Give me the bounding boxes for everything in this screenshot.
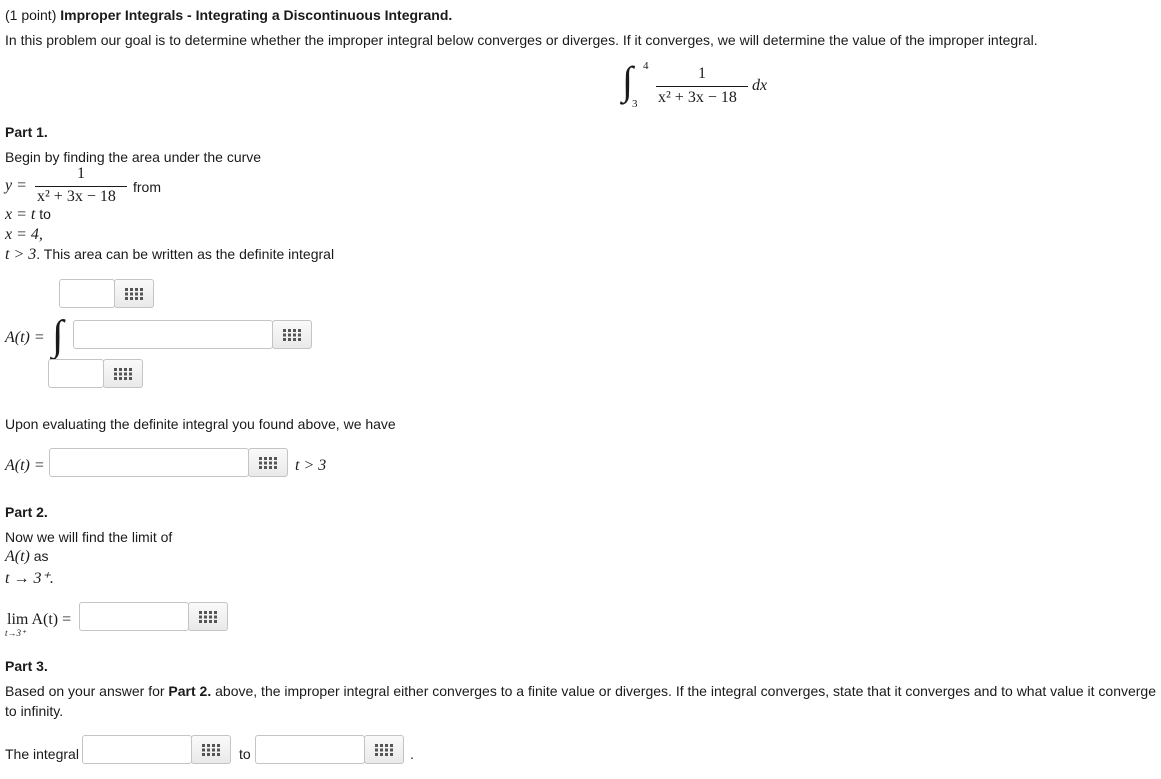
part1-denominator: x² + 3x − 18 — [37, 188, 116, 205]
part2-t-limit: t → 3⁺. — [5, 570, 54, 587]
part3-period: . — [410, 746, 414, 762]
part2-a-t: A(t) — [5, 548, 30, 565]
integral-upper-limit: 4 — [643, 60, 649, 72]
part1-fraction-bar — [35, 186, 127, 187]
keypad-icon[interactable] — [248, 448, 288, 477]
integral-differential: dx — [752, 77, 768, 94]
part1-condition: t > 3 — [295, 457, 327, 474]
value-input[interactable] — [255, 735, 365, 764]
part1-area-line — [5, 246, 334, 264]
keypad-icon[interactable] — [114, 279, 154, 308]
keypad-icon[interactable] — [272, 320, 312, 349]
keypad-icon[interactable] — [188, 602, 228, 631]
lower-limit-input[interactable] — [48, 359, 104, 388]
part1-eval-text: Upon evaluating the definite integral you found above, we have — [5, 416, 396, 432]
part1-from: from — [133, 179, 161, 195]
part1-x-eq-t-line — [5, 206, 51, 224]
keypad-icon[interactable] — [103, 359, 143, 388]
problem-header — [5, 7, 452, 23]
converge-diverge-input[interactable] — [82, 735, 192, 764]
part1-heading: Part 1. — [5, 124, 48, 140]
part3-text — [5, 683, 1156, 699]
intro-text: In this problem our goal is to determine whether the improper integral below converges or diverges. If it converges, we will determine the value of the improper integral. — [5, 32, 1038, 48]
part2-lim-subscript: t→3⁺ — [5, 628, 26, 638]
part3-text-bold: Part 2. — [168, 683, 212, 699]
part1-area-text: . This area can be written as the definite integral — [36, 246, 335, 262]
integrand-input[interactable] — [73, 320, 273, 349]
integral-sign: ∫ — [622, 58, 633, 103]
part1-y-eq: y = — [5, 177, 27, 194]
part1-t-gt-3: t > 3 — [5, 246, 37, 263]
problem-title: Improper Integrals - Integrating a Discontinuous Integrand. — [60, 7, 453, 23]
integral-numerator: 1 — [698, 65, 706, 82]
part2-intro: Now we will find the limit of — [5, 529, 173, 545]
points-label: (1 point) — [5, 7, 57, 23]
part3-to-label: to — [239, 746, 251, 762]
upper-limit-input[interactable] — [59, 279, 115, 308]
part2-lim-label: lim A(t) = — [7, 611, 72, 628]
keypad-icon[interactable] — [364, 735, 404, 764]
part3-text-line2: to infinity. — [5, 703, 64, 719]
part1-intro: Begin by finding the area under the curve — [5, 149, 262, 165]
part1-x-eq-4: x = 4, — [5, 226, 43, 243]
part2-a-as-line — [5, 548, 49, 566]
part3-integral-label: The integral — [5, 746, 79, 762]
part1-a-label: A(t) = — [5, 329, 45, 346]
part1-numerator: 1 — [77, 165, 85, 182]
part1-to: to — [39, 206, 51, 222]
part1-x-eq-t: x = t — [5, 206, 36, 223]
definite-integral-sign: ∫ — [52, 313, 64, 359]
part3-text-before: Based on your answer for — [5, 683, 169, 699]
part3-text-after: above, the improper integral either converges to a finite value or diverges. If the integral converges, state that it converges and to what value it converge — [211, 683, 1156, 699]
part1-a-eval-label: A(t) = — [5, 457, 45, 474]
a-eval-input[interactable] — [49, 448, 249, 477]
part3-heading: Part 3. — [5, 658, 48, 674]
keypad-icon[interactable] — [191, 735, 231, 764]
integral-lower-limit: 3 — [632, 98, 638, 110]
integral-fraction-bar — [656, 86, 748, 87]
limit-input[interactable] — [79, 602, 189, 631]
integral-denominator: x² + 3x − 18 — [658, 89, 737, 106]
part2-heading: Part 2. — [5, 504, 48, 520]
part2-as: as — [33, 548, 49, 564]
